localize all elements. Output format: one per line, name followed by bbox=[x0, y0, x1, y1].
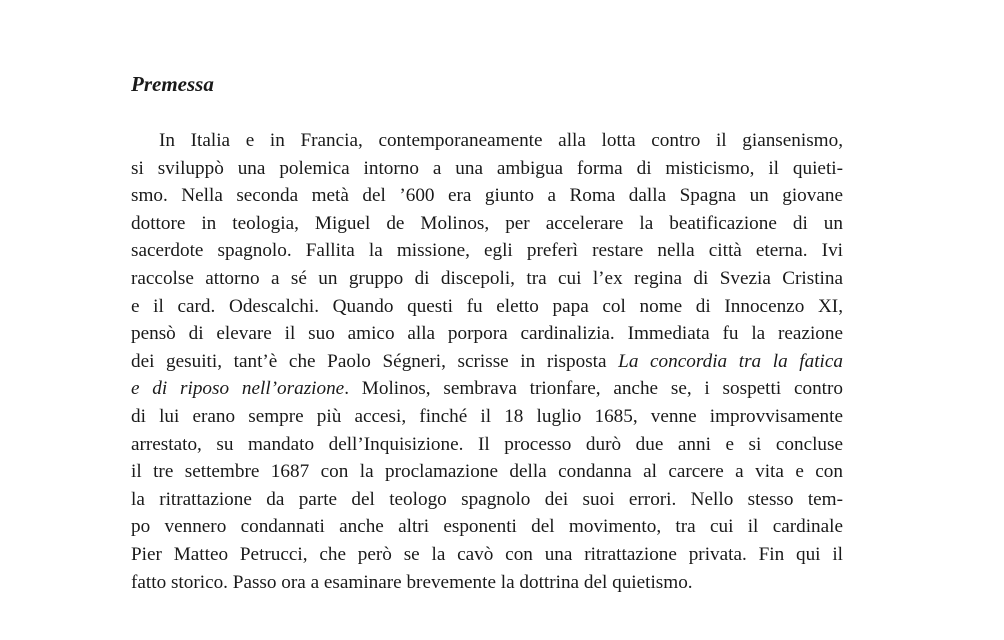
text-line: smo. Nella seconda metà del ’600 era giunto a Roma dalla Spagna un giovane bbox=[131, 185, 843, 207]
text-segment: dei gesuiti, tant’è che Paolo Ségneri, scrisse in risposta bbox=[131, 350, 619, 372]
italic-title: La concordia tra la fatica bbox=[618, 350, 843, 372]
text-line bbox=[131, 375, 843, 403]
section-heading: Premessa bbox=[131, 72, 214, 96]
body-paragraph bbox=[131, 127, 843, 596]
text-line: e il card. Odescalchi. Quando questi fu eletto papa col nome di Innocenzo XI, bbox=[131, 295, 843, 317]
text-line: Pier Matteo Petrucci, che però se la cavò con una ritrattazione privata. Fin qui il bbox=[131, 543, 843, 565]
text-line: la ritrattazione da parte del teologo spagnolo dei suoi errori. Nello stesso tem- bbox=[131, 488, 843, 510]
text-line: In Italia e in Francia, contemporaneamente alla lotta contro il giansenismo, bbox=[159, 130, 843, 151]
text-line: pensò di elevare il suo amico alla porpora cardinalizia. Immediata fu la reazione bbox=[131, 323, 843, 345]
text-line: il tre settembre 1687 con la proclamazione della condanna al carcere a vita e con bbox=[131, 461, 843, 483]
text-segment: . Molinos, sembrava trionfare, anche se, i sospetti contro bbox=[344, 378, 843, 400]
text-line: si sviluppò una polemica intorno a una ambigua forma di misticismo, il quieti- bbox=[131, 157, 843, 179]
text-line: arrestato, su mandato dell’Inquisizione. Il processo durò due anni e si concluse bbox=[131, 433, 843, 455]
text-line: di lui erano sempre più accesi, finché il 18 luglio 1685, venne improvvisamente bbox=[131, 405, 843, 427]
text-line bbox=[131, 348, 843, 376]
text-line: raccolse attorno a sé un gruppo di discepoli, tra cui l’ex regina di Svezia Cristina bbox=[131, 267, 843, 289]
italic-title: e di riposo nell’orazione bbox=[131, 378, 345, 400]
text-line: fatto storico. Passo ora a esaminare brevemente la dottrina del quietismo. bbox=[131, 571, 693, 593]
text-line: dottore in teologia, Miguel de Molinos, per accelerare la beatificazione di un bbox=[131, 212, 843, 234]
text-line: sacerdote spagnolo. Fallita la missione, egli preferì restare nella città eterna. Ivi bbox=[131, 240, 843, 262]
text-line: po vennero condannati anche altri esponenti del movimento, tra cui il cardinale bbox=[131, 516, 843, 538]
